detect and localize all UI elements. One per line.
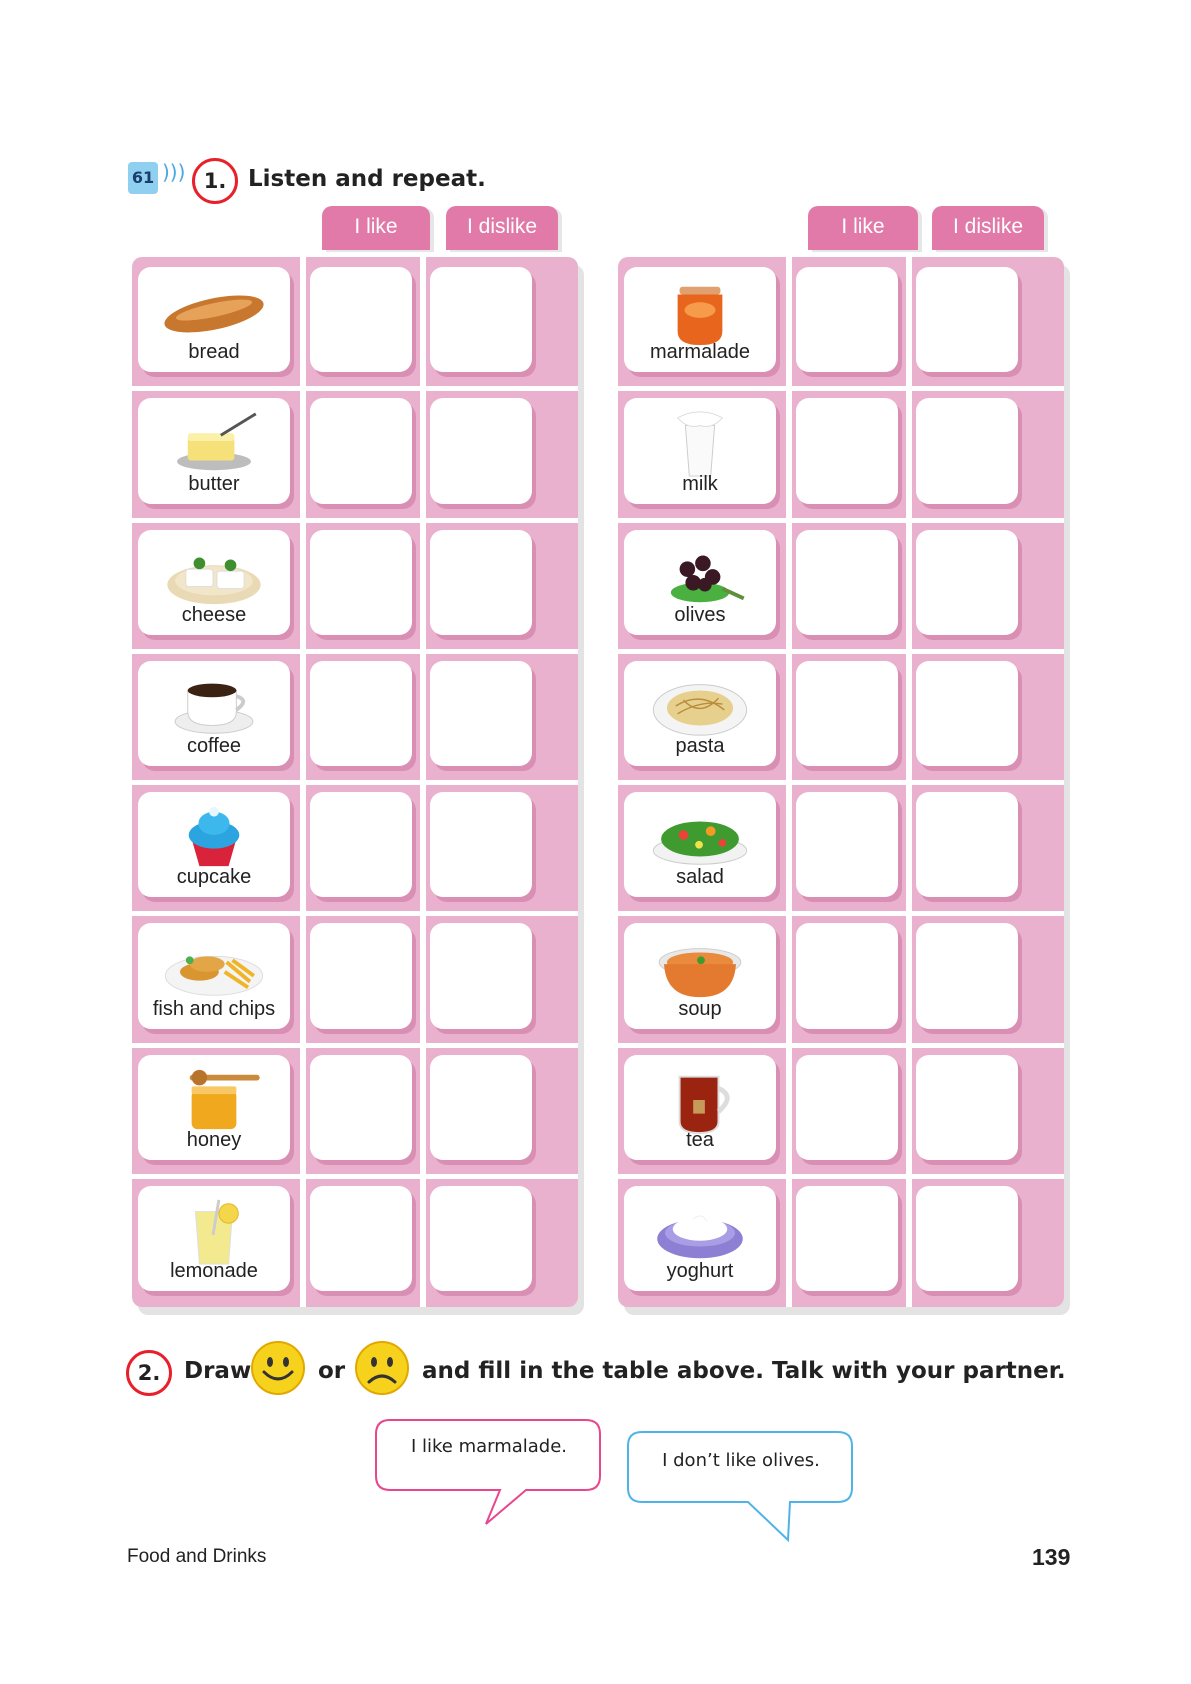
food-label: coffee xyxy=(186,735,242,757)
like-box-olives[interactable] xyxy=(796,530,898,635)
row-divider xyxy=(132,649,578,654)
pasta-icon xyxy=(645,671,755,741)
dislike-box-pasta[interactable] xyxy=(916,661,1018,766)
dislike-box-fish-and-chips[interactable] xyxy=(430,923,532,1028)
like-box-milk[interactable] xyxy=(796,398,898,503)
dislike-box-soup[interactable] xyxy=(916,923,1018,1028)
marmalade-icon xyxy=(645,277,755,347)
olives-icon xyxy=(645,540,755,610)
like-box-honey[interactable] xyxy=(310,1055,412,1160)
sad-face-icon xyxy=(354,1340,410,1396)
left-dislike-header: I dislike xyxy=(446,206,558,250)
dislike-box-coffee[interactable] xyxy=(430,661,532,766)
food-card-coffee xyxy=(138,661,290,766)
butter-icon xyxy=(159,408,269,478)
food-label: bread xyxy=(188,341,240,364)
food-card-bread xyxy=(138,267,290,372)
milk-icon xyxy=(645,408,755,478)
exercise-1-instruction: Listen and repeat. xyxy=(248,166,486,192)
food-card-yoghurt xyxy=(624,1186,776,1291)
dislike-box-lemonade[interactable] xyxy=(430,1186,532,1291)
food-label: milk xyxy=(682,472,718,495)
food-label: butter xyxy=(188,472,240,495)
dislike-box-cheese[interactable] xyxy=(430,530,532,635)
row-divider xyxy=(618,518,1064,523)
row-divider xyxy=(618,780,1064,785)
exercise-2-instruction: and fill in the table above. Talk with your partner. xyxy=(422,1358,1066,1384)
like-box-yoghurt[interactable] xyxy=(796,1186,898,1291)
speech-bubble-dislike xyxy=(626,1430,856,1544)
food-label: soup xyxy=(678,997,722,1020)
lemonade-icon xyxy=(159,1196,269,1266)
food-card-salad xyxy=(624,792,776,897)
food-label: lemonade xyxy=(170,1260,258,1282)
row-divider xyxy=(132,1174,578,1179)
right-like-header: I like xyxy=(808,206,918,250)
food-table-right xyxy=(618,257,1064,1307)
food-label: yoghurt xyxy=(666,1260,734,1282)
speech-bubble-like xyxy=(374,1418,604,1530)
dislike-box-yoghurt[interactable] xyxy=(916,1186,1018,1291)
audio-track-badge[interactable] xyxy=(128,150,186,206)
cheese-icon xyxy=(159,540,269,610)
yoghurt-icon xyxy=(645,1196,755,1266)
food-card-cupcake xyxy=(138,792,290,897)
like-box-lemonade[interactable] xyxy=(310,1186,412,1291)
like-box-soup[interactable] xyxy=(796,923,898,1028)
row-divider xyxy=(132,911,578,916)
food-card-lemonade xyxy=(138,1186,290,1291)
right-dislike-header: I dislike xyxy=(932,206,1044,250)
exercise-2-draw: Draw xyxy=(184,1358,252,1384)
dislike-box-salad[interactable] xyxy=(916,792,1018,897)
dislike-box-butter[interactable] xyxy=(430,398,532,503)
food-card-milk xyxy=(624,398,776,503)
like-box-pasta[interactable] xyxy=(796,661,898,766)
food-card-pasta xyxy=(624,661,776,766)
happy-face-icon xyxy=(250,1340,306,1396)
cupcake-icon xyxy=(159,802,269,872)
row-divider xyxy=(132,518,578,523)
dislike-box-cupcake[interactable] xyxy=(430,792,532,897)
food-label: cheese xyxy=(181,603,247,626)
row-divider xyxy=(618,1174,1064,1179)
food-label: fish and chips xyxy=(152,997,276,1020)
food-label: salad xyxy=(676,866,724,889)
food-label: cupcake xyxy=(176,866,252,889)
row-divider xyxy=(618,386,1064,391)
exercise-1-number: 1. xyxy=(192,158,238,204)
track-number: 61 xyxy=(128,162,158,194)
row-divider xyxy=(132,780,578,785)
like-box-coffee[interactable] xyxy=(310,661,412,766)
food-label: tea xyxy=(686,1128,714,1151)
row-divider xyxy=(132,1043,578,1048)
food-label: olives xyxy=(674,603,726,626)
bread-icon xyxy=(159,277,269,347)
food-card-soup xyxy=(624,923,776,1028)
food-card-marmalade xyxy=(624,267,776,372)
food-card-olives xyxy=(624,530,776,635)
dislike-box-bread[interactable] xyxy=(430,267,532,372)
fish-and-chips-icon xyxy=(159,933,269,1003)
food-card-butter xyxy=(138,398,290,503)
food-card-fish-and-chips xyxy=(138,923,290,1028)
coffee-icon xyxy=(159,671,269,741)
like-box-cupcake[interactable] xyxy=(310,792,412,897)
speech-bubble-like-text: I like marmalade. xyxy=(410,1436,568,1457)
dislike-box-tea[interactable] xyxy=(916,1055,1018,1160)
like-box-butter[interactable] xyxy=(310,398,412,503)
food-card-cheese xyxy=(138,530,290,635)
row-divider xyxy=(618,1043,1064,1048)
food-label: honey xyxy=(186,1128,242,1151)
food-card-tea xyxy=(624,1055,776,1160)
exercise-2-or: or xyxy=(318,1358,346,1384)
food-label: marmalade xyxy=(649,341,751,364)
like-box-cheese[interactable] xyxy=(310,530,412,635)
like-box-bread[interactable] xyxy=(310,267,412,372)
left-like-header: I like xyxy=(322,206,430,250)
soup-icon xyxy=(645,933,755,1003)
speech-bubble-dislike-text: I don’t like olives. xyxy=(662,1450,820,1471)
like-box-fish-and-chips[interactable] xyxy=(310,923,412,1028)
row-divider xyxy=(132,386,578,391)
honey-icon xyxy=(159,1065,269,1135)
row-divider xyxy=(618,911,1064,916)
like-box-marmalade[interactable] xyxy=(796,267,898,372)
page-number: 139 xyxy=(1032,1544,1071,1570)
dislike-box-olives[interactable] xyxy=(916,530,1018,635)
like-box-tea[interactable] xyxy=(796,1055,898,1160)
tea-icon xyxy=(645,1065,755,1135)
row-divider xyxy=(618,649,1064,654)
dislike-box-marmalade[interactable] xyxy=(916,267,1018,372)
salad-icon xyxy=(645,802,755,872)
food-card-honey xyxy=(138,1055,290,1160)
footer-section: Food and Drinks xyxy=(127,1546,267,1567)
speaker-icon: ))) xyxy=(162,160,186,184)
like-box-salad[interactable] xyxy=(796,792,898,897)
exercise-2-number: 2. xyxy=(126,1350,172,1396)
dislike-box-honey[interactable] xyxy=(430,1055,532,1160)
dislike-box-milk[interactable] xyxy=(916,398,1018,503)
food-label: pasta xyxy=(675,735,725,757)
food-table-left xyxy=(132,257,578,1307)
